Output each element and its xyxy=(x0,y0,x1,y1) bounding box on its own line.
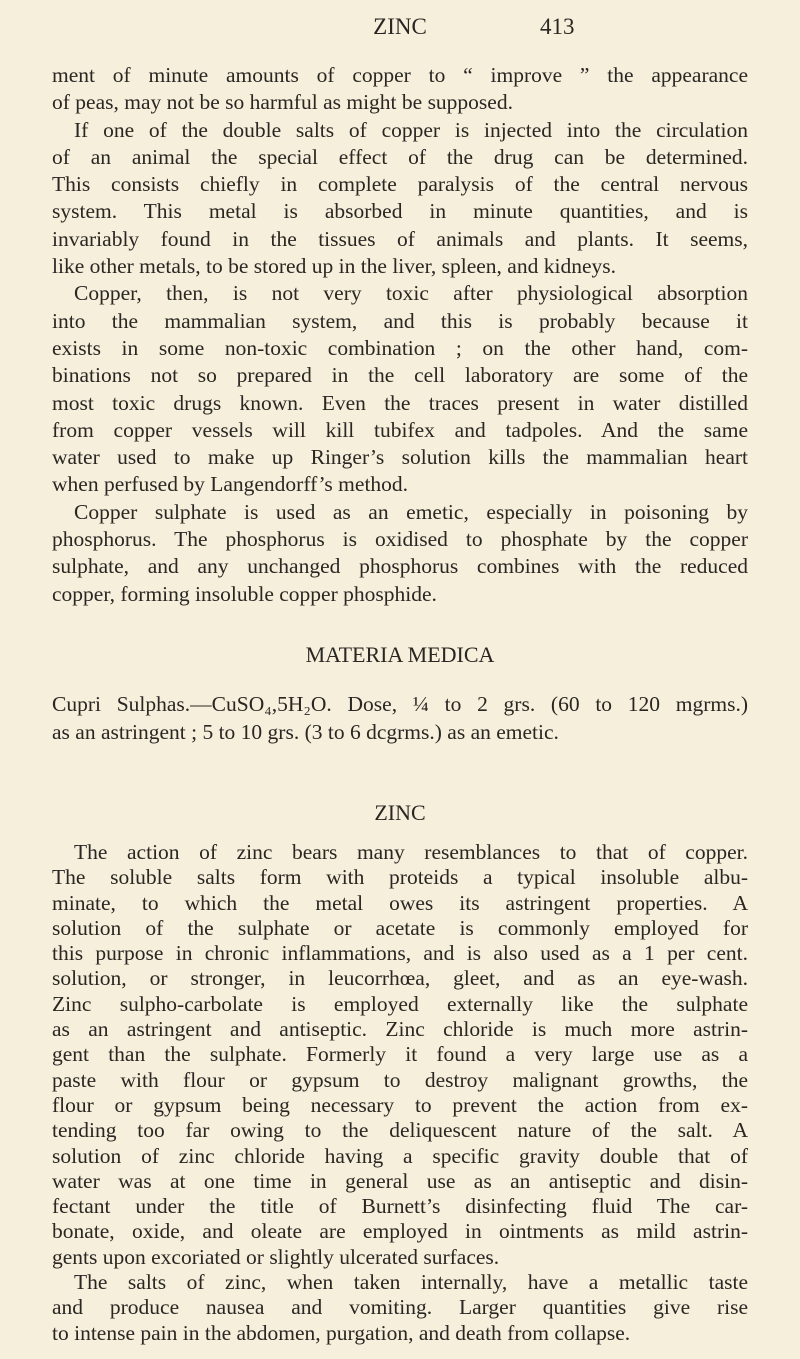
text-line: water used to make up Ringer’s solution kills the mammalian heart xyxy=(52,445,748,470)
section-heading-zinc: ZINC xyxy=(374,800,426,825)
text-line: most toxic drugs known. Even the traces present in water distilled xyxy=(52,390,748,415)
text-line: gents upon excoriated or slightly ulcerated surfaces. xyxy=(52,1244,500,1269)
text-line: of peas, may not be so harmful as might be supposed. xyxy=(52,90,513,115)
text-line: This consists chiefly in complete paralysis of the central nervous xyxy=(52,172,748,197)
text-line: solution of zinc chloride having a specific gravity double that of xyxy=(52,1143,748,1168)
text-line: ment of minute amounts of copper to “ improve ” the appearance xyxy=(52,63,748,87)
text-line: this purpose in chronic inflammations, and is also used as a 1 per cent. xyxy=(52,941,748,966)
materia-medica-text xyxy=(52,690,748,746)
text-line: bonate, oxide, and oleate are employed in ointments as mild astrin- xyxy=(52,1219,748,1244)
text-line: The action of zinc bears many resemblances to that of copper. xyxy=(74,840,748,864)
text-line: fectant under the title of Burnett’s disinfecting fluid The car- xyxy=(52,1194,748,1219)
text-line: when perfused by Langendorff’s method. xyxy=(52,472,409,497)
text-line: paste with flour or gypsum to destroy malignant growths, the xyxy=(52,1067,748,1092)
body-text-copper xyxy=(52,62,748,608)
text-line: to intense pain in the abdomen, purgation, and death from collapse. xyxy=(52,1320,631,1345)
text-line: copper, forming insoluble copper phosphide. xyxy=(52,581,437,606)
text-line: tending too far owing to the deliquescent nature of the salt. A xyxy=(52,1118,748,1143)
text-line: Copper sulphate is used as an emetic, especially in poisoning by xyxy=(74,499,748,524)
text-line: gent than the sulphate. Formerly it found a very large use as a xyxy=(52,1042,748,1067)
text-line: sulphate, and any unchanged phosphorus combines with the reduced xyxy=(52,554,748,579)
text-line: The salts of zinc, when taken internally, have a metallic taste xyxy=(74,1270,748,1295)
running-head-title: ZINC xyxy=(373,14,427,39)
section-heading-materia-medica: MATERIA MEDICA xyxy=(305,642,495,667)
text-line: from copper vessels will kill tubifex and tadpoles. And the same xyxy=(52,417,748,442)
text-line: minate, to which the metal owes its astringent properties. A xyxy=(52,890,748,915)
text-line: If one of the double salts of copper is injected into the circulation xyxy=(74,117,748,142)
text-line: flour or gypsum being necessary to prevent the action from ex- xyxy=(52,1092,748,1117)
text-line: Copper, then, is not very toxic after physiological absorption xyxy=(74,281,748,306)
text-line: Zinc sulpho-carbolate is employed externally like the sulphate xyxy=(52,991,748,1016)
text-line: water was at one time in general use as an antiseptic and disin- xyxy=(52,1168,748,1193)
text-line: into the mammalian system, and this is probably because it xyxy=(52,308,748,333)
text-line: binations not so prepared in the cell laboratory are some of the xyxy=(52,363,748,388)
text-line: phosphorus. The phosphorus is oxidised to phosphate by the copper xyxy=(52,527,748,552)
text-line: and produce nausea and vomiting. Larger quantities give rise xyxy=(52,1295,748,1320)
text-line: as an astringent ; 5 to 10 grs. (3 to 6 dcgrms.) as an emetic. xyxy=(52,720,559,744)
page-number: 413 xyxy=(540,14,575,39)
body-text-zinc xyxy=(52,840,748,1346)
text-line: The soluble salts form with proteids a typical insoluble albu- xyxy=(52,865,748,890)
text-line: solution of the sulphate or acetate is commonly employed for xyxy=(52,915,748,940)
text-line: like other metals, to be stored up in the liver, spleen, and kidneys. xyxy=(52,254,616,279)
text-line: system. This metal is absorbed in minute quantities, and is xyxy=(52,199,748,224)
text-line: as an astringent and antiseptic. Zinc chloride is much more astrin- xyxy=(52,1017,748,1042)
text-line: invariably found in the tissues of animals and plants. It seems, xyxy=(52,226,748,251)
text-line: exists in some non-toxic combination ; on the other hand, com- xyxy=(52,335,748,360)
text-line: of an animal the special effect of the drug can be determined. xyxy=(52,144,748,169)
text-line: solution, or stronger, in leucorrhœa, gleet, and as an eye-wash. xyxy=(52,966,748,991)
text-line: Cupri Sulphas.—CuSO₄,5H₂O. Dose, ¼ to 2 grs. (60 to 120 mgrms.) xyxy=(52,692,748,716)
